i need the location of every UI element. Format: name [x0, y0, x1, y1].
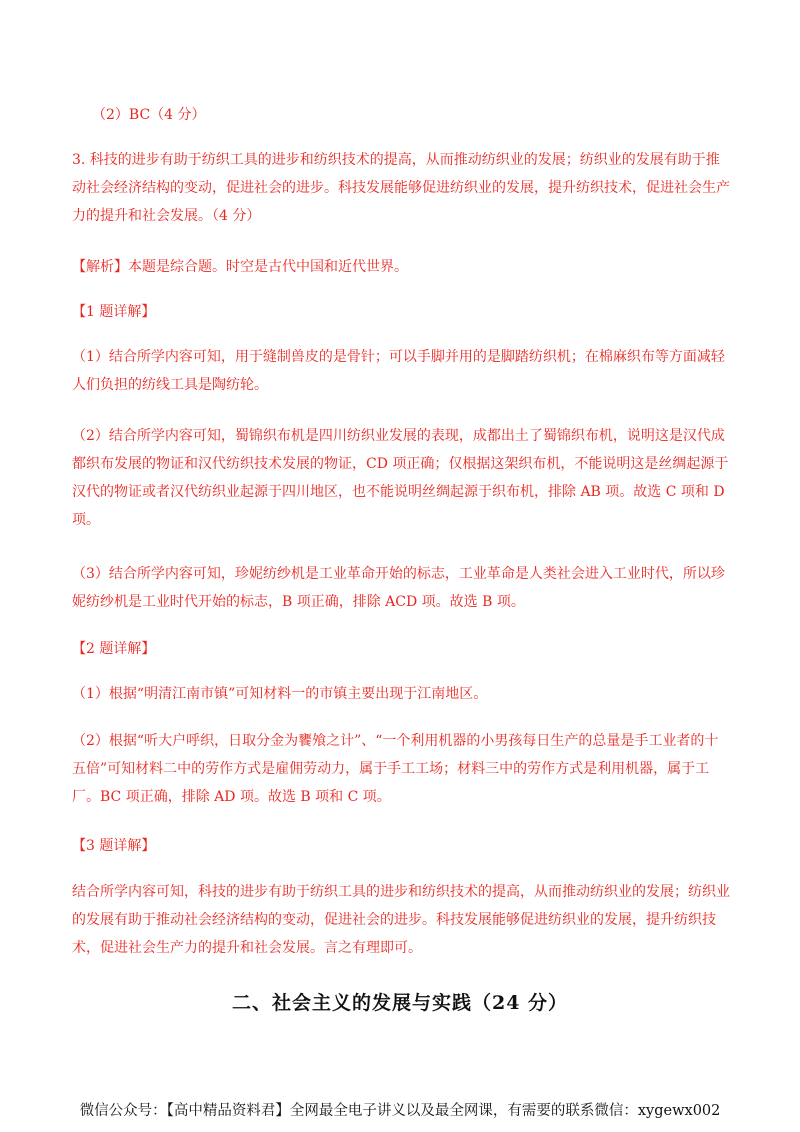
answer-q3: 3. 科技的进步有助于纺织工具的进步和纺织技术的提高，从而推动纺织业的发展；纺织业的发展有助于推动社会经济结构的变动，促进社会的进步。科技发展能够促进纺织业的发展，提升纺织技术，促进社会生产力的提升和社会发展。（4 分） — [72, 152, 730, 224]
q1-paragraph-3: （3）结合所学内容可知，珍妮纺纱机是工业革命开始的标志，工业革命是人类社会进入工业时代，所以珍妮纺纱机是工业时代开始的标志，B 项正确，排除 ACD 项。故选 B 项。 — [72, 566, 725, 610]
analysis-intro: 【解析】本题是综合题。时空是古代中国和近代世界。 — [72, 259, 408, 275]
footer-watermark: 微信公众号：【高中精品资料君】全网最全电子讲义以及最全网课，有需要的联系微信：xygewx002 — [79, 1103, 721, 1119]
q1-detail-title: 【1 题详解】 — [72, 304, 156, 320]
q1-paragraph-2: （2）结合所学内容可知，蜀锦织布机是四川纺织业发展的表现，成都出土了蜀锦织布机，说明这是汉代成都织布发展的物证和汉代纺织技术发展的物证，CD 项正确；仅根据这架织布机，不能说明这是丝绸起源于汉代的物证或者汉代纺织业起源于四川地区，也不能说明丝绸起源于织布机，排除 AB 项。故选 C 项和 D 项。 — [72, 428, 729, 528]
q3-detail-title: 【3 题详解】 — [72, 838, 156, 854]
q2-detail-title: 【2 题详解】 — [72, 641, 156, 657]
q2-paragraph-2: （2）根据“听大户呼织，日取分金为饔飧之计”、“一个利用机器的小男孩每日生产的总量是手工业者的十五倍”可知材料二中的劳作方式是雇佣劳动力，属于手工工场；材料三中的劳作方式是利用机器，属于工厂。BC 项正确，排除 AD 项。故选 B 项和 C 项。 — [72, 733, 719, 805]
q2-paragraph-1: （1）根据“明清江南市镇”可知材料一的市镇主要出现于江南地区。 — [72, 686, 488, 702]
section-heading: 二、社会主义的发展与实践（24 分） — [231, 992, 569, 1014]
q3-paragraph-1: 结合所学内容可知，科技的进步有助于纺织工具的进步和纺织技术的提高，从而推动纺织业的发展；纺织业的发展有助于推动社会经济结构的变动，促进社会的进步。科技发展能够促进纺织业的发展，提升纺织技术，促进社会生产力的提升和社会发展。言之有理即可。 — [72, 884, 730, 956]
answer-q2-part2: （2）BC（4 分） — [92, 107, 206, 123]
q1-paragraph-1: （1）结合所学内容可知，用于缝制兽皮的是骨针；可以手脚并用的是脚踏纺织机；在棉麻织布等方面减轻人们负担的纺线工具是陶纺轮。 — [72, 349, 725, 393]
